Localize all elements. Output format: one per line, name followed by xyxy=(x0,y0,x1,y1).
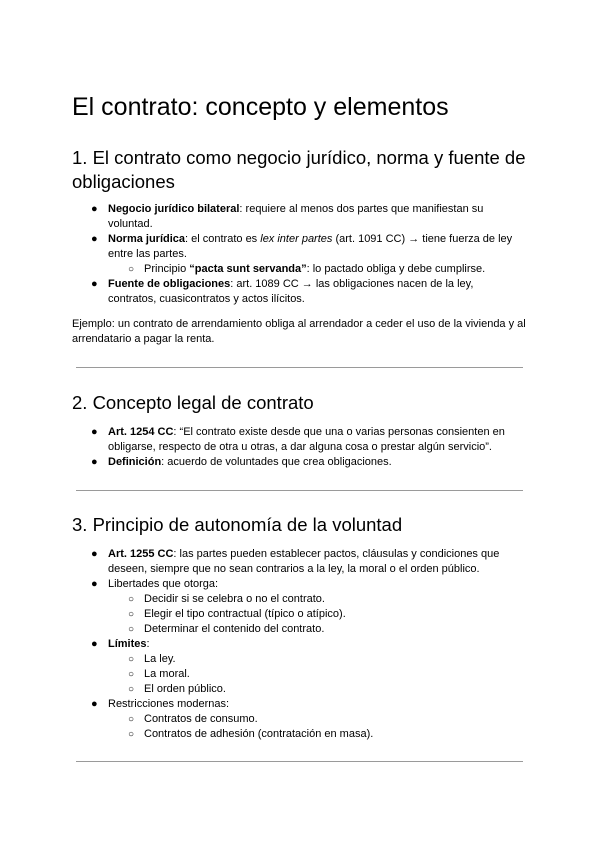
bullet-icon: ● xyxy=(91,456,98,468)
circle-bullet-icon: ○ xyxy=(128,609,135,620)
circle-bullet-icon: ○ xyxy=(128,594,135,605)
sub-list-item: ○ Determinar el contenido del contrato. xyxy=(128,623,325,635)
divider xyxy=(76,367,523,368)
circle-bullet-icon: ○ xyxy=(128,669,135,680)
bullet-icon: ● xyxy=(91,578,98,590)
bullet-icon: ● xyxy=(91,233,98,245)
bullet-icon: ● xyxy=(91,638,98,650)
circle-bullet-icon: ○ xyxy=(128,654,135,665)
sub-list-item: ○ Principio “pacta sunt servanda”: lo pactado obliga y debe cumplirse. xyxy=(128,263,486,275)
sub-list-item: ○ La ley. xyxy=(128,653,176,665)
list-item: ● Negocio jurídico bilateral: requiere al menos dos partes que manifiestan su voluntad. xyxy=(91,203,484,230)
sub-list-item: ○ Contratos de adhesión (contratación en masa). xyxy=(128,728,374,740)
list-item: ● Definición: acuerdo de voluntades que crea obligaciones. xyxy=(91,456,392,468)
section-1-list xyxy=(0,202,524,307)
bullet-icon: ● xyxy=(91,548,98,560)
circle-bullet-icon: ○ xyxy=(128,714,135,725)
bullet-icon: ● xyxy=(91,698,98,710)
bullet-icon: ● xyxy=(91,278,98,290)
sub-list-item: ○ Contratos de consumo. xyxy=(128,713,258,725)
circle-bullet-icon: ○ xyxy=(128,264,135,275)
sub-list-item: ○ Elegir el tipo contractual (típico o atípico). xyxy=(128,608,346,620)
list-item: ● Libertades que otorga: xyxy=(91,578,219,590)
page-title: El contrato: concepto y elementos xyxy=(72,93,449,121)
list-item: ● Art. 1255 CC: las partes pueden establecer pactos, cláusulas y condiciones que deseen, siempre que no sean contrarios a la ley, la moral o el orden público. xyxy=(91,548,500,575)
divider xyxy=(76,761,523,762)
circle-bullet-icon: ○ xyxy=(128,684,135,695)
list-item: ● Art. 1254 CC: “El contrato existe desde que una o varias personas consienten en obligarse, respecto de otra u otras, a dar alguna cosa o prestar algún servicio”. xyxy=(91,426,505,453)
bullet-icon: ● xyxy=(91,426,98,438)
bullet-icon: ● xyxy=(91,203,98,215)
list-item: ● Norma jurídica: el contrato es lex inter partes (art. 1091 CC) → tiene fuerza de ley entre las partes. xyxy=(91,233,513,260)
list-item: ● Límites: xyxy=(91,638,150,650)
circle-bullet-icon: ○ xyxy=(128,729,135,740)
divider xyxy=(76,490,523,491)
example-paragraph: Ejemplo: un contrato de arrendamiento obliga al arrendador a ceder el uso de la vivienda y al arrendatario a pagar la renta. xyxy=(72,318,526,345)
sub-list-item: ○ La moral. xyxy=(128,668,190,680)
section-3-heading: 3. Principio de autonomía de la voluntad xyxy=(72,514,403,535)
section-3-list xyxy=(0,547,524,742)
section-2-list xyxy=(0,425,523,470)
sub-list-item: ○ Decidir si se celebra o no el contrato. xyxy=(128,593,325,605)
section-1-heading: 1. El contrato como negocio jurídico, norma y fuente de obligaciones xyxy=(72,147,526,192)
list-item: ● Restricciones modernas: xyxy=(91,698,230,710)
section-2-heading: 2. Concepto legal de contrato xyxy=(72,392,314,413)
list-item: ● Fuente de obligaciones: art. 1089 CC → las obligaciones nacen de la ley, contratos, cuasicontratos y actos ilícitos. xyxy=(91,278,474,305)
circle-bullet-icon: ○ xyxy=(128,624,135,635)
sub-list-item: ○ El orden público. xyxy=(128,683,226,695)
